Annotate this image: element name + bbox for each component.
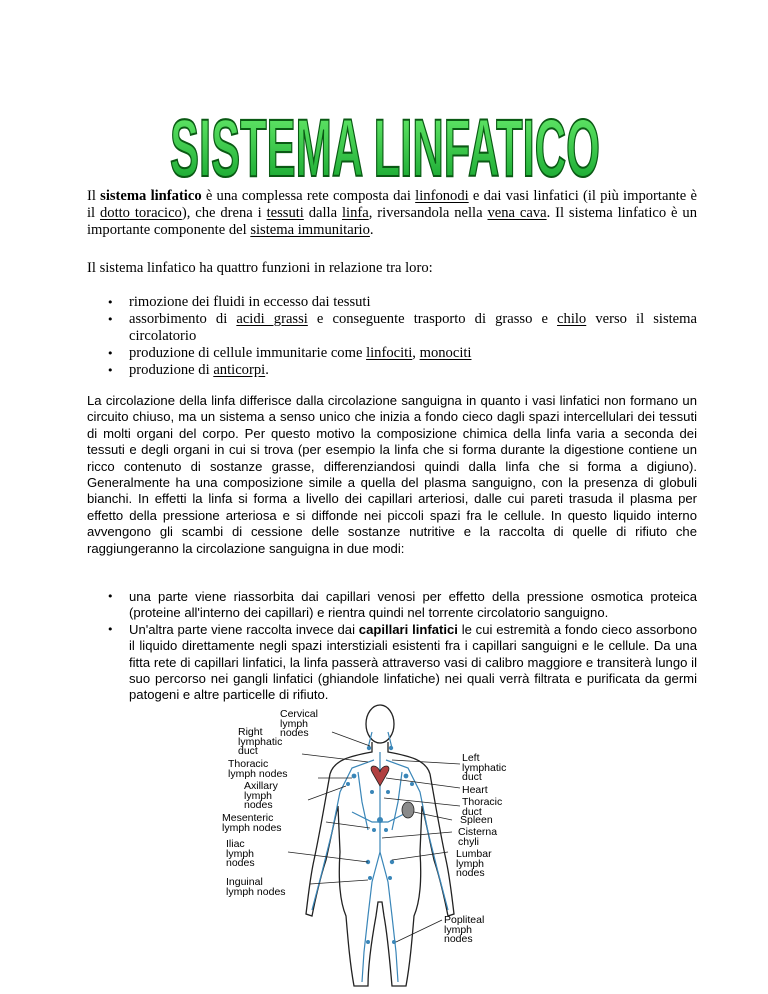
label-axillary-lymph-nodes: Axillary lymph nodes	[244, 780, 278, 811]
intro-paragraph: Il sistema linfatico è una complessa rete composta dai linfonodi e dai vasi linfatici (il più importante è il dotto toracico), che drena i tessuti dalla linfa, riversandola nella vena cava. Il sistema linfatico è un importante componente del sistema immunitario.	[87, 188, 697, 238]
label-left-lymphatic-duct: Left lymphatic duct	[462, 752, 507, 783]
link-linfociti[interactable]: linfociti	[366, 345, 413, 361]
link-chilo[interactable]: chilo	[557, 311, 587, 327]
label-thoracic-duct: Thoracic duct	[462, 796, 503, 818]
functions-intro: Il sistema linfatico ha quattro funzioni in relazione tra loro:	[87, 260, 433, 276]
title-wordart	[160, 90, 610, 185]
list-item: • Un'altra parte viene raccolta invece dai capillari linfatici le cui estremità a fondo cieco assorbono il liquido direttamente negli spazi interstiziali esistenti fra i capillari sanguigni e le cellule. Da una fitta rete di capillari linfatici, la linfa passerà attraverso vasi di calibro maggiore e transiterà lungo il suo percorso nei gangli linfatici (ghiandole linfatiche) nei quali verrà filtrata e purificata da germi patogeni e altre particelle di rifiuto.	[87, 622, 697, 704]
label-spleen: Spleen	[460, 814, 493, 826]
modes-list	[87, 589, 697, 704]
list-item: • una parte viene riassorbita dai capillari venosi per effetto della pressione osmotica proteica (proteine all'interno dei capillari) e rientra quindi nel torrente circolatorio sanguigno.	[87, 589, 697, 622]
link-acidi-grassi[interactable]: acidi grassi	[236, 311, 308, 327]
label-right-lymphatic-duct: Right lymphatic duct	[238, 726, 283, 757]
list-item: • assorbimento di acidi grassi e conseguente trasporto di grasso e chilo verso il sistema circolatorio	[87, 311, 697, 345]
link-linfa[interactable]: linfa	[341, 205, 369, 221]
list-item: • produzione di cellule immunitarie come linfociti, monociti	[87, 345, 697, 362]
lymphatic-system-figure	[222, 702, 532, 994]
bold-term: sistema linfatico	[100, 188, 202, 204]
label-thoracic-lymph-nodes: Thoracic lymph nodes	[228, 758, 288, 780]
link-monociti[interactable]: monociti	[419, 345, 472, 361]
list-item: • rimozione dei fluidi in eccesso dai tessuti	[87, 294, 697, 311]
label-leader-lines	[288, 732, 460, 942]
label-popliteal-lymph-nodes: Popliteal lymph nodes	[444, 914, 485, 945]
list-item: • produzione di anticorpi.	[87, 362, 697, 379]
circulation-paragraph: La circolazione della linfa differisce dalla circolazione sanguigna in quanto i vasi linfatici non formano un circuito chiuso, ma un sistema a senso unico che inizia a fondo cieco dagli spazi intercellulari dei tessuti di molti organi del corpo. Per questo motivo la composizione chimica della linfa varia a seconda dei tessuti e degli organi in cui si trova (per esempio la linfa che si forma durante la digestione contiene un ricco contenuto di sostanze grasse, differenziandosi quindi dalla linfa che si forma a digiuno). Generalmente ha una composizione simile a quella del plasma sanguigno, con la presenza di globuli bianchi. In effetti la linfa si forma a livello dei capillari arteriosi, dalle cui pareti trasuda il plasma per effetto della pressione arteriosa e si diffonde nei piccoli spazi fra le cellule. In questo liquido interno avvengono gli scambi di cessione delle sostanze nutritive e la raccolta di quelle di rifiuto che raggiungeranno la circolazione sanguigna in due modi:	[87, 393, 697, 556]
label-iliac-lymph-nodes: Iliac lymph nodes	[226, 838, 255, 869]
link-sistema-immunitario[interactable]: sistema immunitario	[250, 222, 370, 238]
spleen-organ	[402, 802, 414, 818]
link-dotto-toracico[interactable]: dotto toracico	[99, 205, 182, 221]
link-anticorpi[interactable]: anticorpi	[213, 362, 266, 378]
link-tessuti[interactable]: tessuti	[266, 205, 304, 221]
page-title: SISTEMA LINFATICO	[169, 102, 600, 185]
label-cervical-lymph-nodes: Cervical lymph nodes	[280, 708, 318, 739]
label-mesenteric-lymph-nodes: Mesenteric lymph nodes	[222, 812, 282, 834]
label-lumbar-lymph-nodes: Lumbar lymph nodes	[456, 848, 492, 879]
label-cisterna-chyli: Cisterna chyli	[458, 826, 498, 848]
functions-list	[87, 294, 697, 379]
bold-term: capillari linfatici	[358, 621, 458, 637]
link-linfonodi[interactable]: linfonodi	[415, 188, 469, 204]
link-vena-cava[interactable]: vena cava	[487, 205, 547, 221]
label-heart: Heart	[462, 784, 488, 796]
label-inguinal-lymph-nodes: Inguinal lymph nodes	[226, 876, 286, 898]
